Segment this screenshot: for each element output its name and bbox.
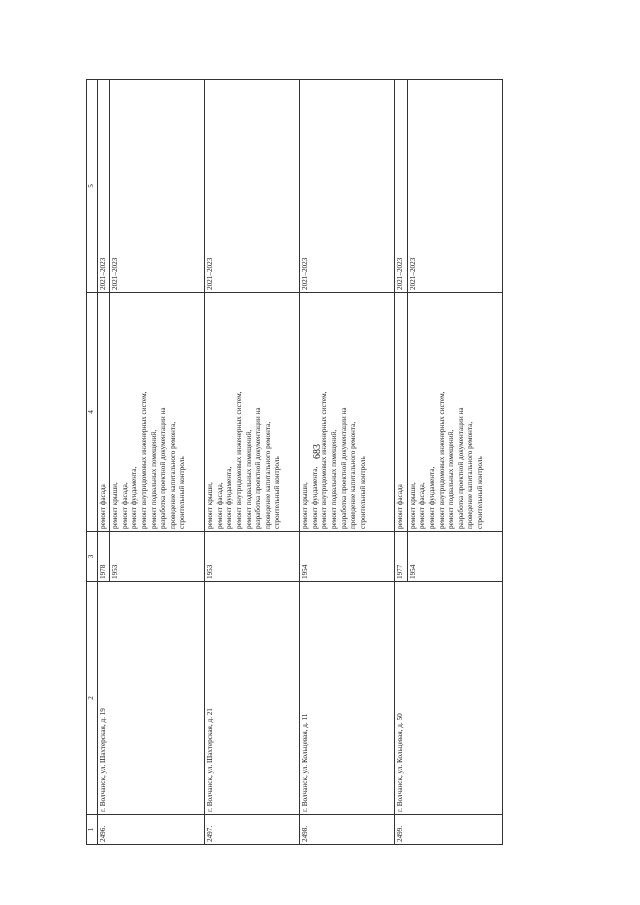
row-address: г. Волчанск, ул. Кольцевая, д. 50 (395, 582, 503, 815)
header-row (87, 80, 98, 845)
work-item: ремонт внутридомовых инженерных систем, (320, 391, 329, 529)
table-row (395, 80, 408, 845)
row-period: 2021–2023 (407, 80, 502, 293)
row-sub-period: 2021–2023 (395, 80, 408, 293)
work-item: разработка проектной документации на (254, 407, 263, 529)
row-period: 2021–2023 (205, 80, 300, 293)
row-period: 2021–2023 (300, 80, 395, 293)
work-item: строительный контроль (358, 456, 367, 529)
row-sub-work: ремонт фасада (395, 293, 408, 532)
work-item: разработка проектной документации на (339, 407, 348, 529)
work-item: ремонт внутридомовых инженерных систем, (437, 391, 446, 529)
work-item: ремонт фасада, (418, 482, 427, 529)
work-item: ремонт подвальных помещений, (244, 429, 253, 529)
work-item: проведение капитального ремонта, (263, 421, 272, 529)
work-item: проведение капитального ремонта, (168, 421, 177, 529)
work-item: строительный контроль (475, 456, 484, 529)
row-number: 2497. (205, 815, 300, 845)
row-address: г. Волчанск, ул. Шахтерская, д. 19 (97, 582, 205, 815)
work-item: ремонт внутридомовых инженерных систем, (139, 391, 148, 529)
table-row (300, 80, 395, 845)
row-sub-year: 1978 (97, 532, 110, 582)
work-item: ремонт фундамента, (225, 466, 234, 529)
work-item: разработка проектной документации на (159, 407, 168, 529)
work-item: проведение капитального ремонта, (466, 421, 475, 529)
work-item: ремонт внутридомовых инженерных систем, (234, 391, 243, 529)
rotated-table-sheet (86, 80, 516, 845)
repair-schedule-table (86, 79, 503, 845)
row-works (110, 293, 205, 532)
work-item: ремонт крыши, (408, 482, 417, 529)
page-number: 683 (312, 444, 323, 459)
work-item: ремонт фундамента, (427, 466, 436, 529)
row-sub-period: 2021–2023 (97, 80, 110, 293)
work-item: ремонт подвальных помещений, (149, 429, 158, 529)
work-item: ремонт подвальных помещений, (329, 429, 338, 529)
row-year: 1954 (300, 532, 395, 582)
work-item: ремонт фасада, (215, 482, 224, 529)
row-sub-year: 1977 (395, 532, 408, 582)
work-item: разработка проектной документации на (456, 407, 465, 529)
work-item: проведение капитального ремонта, (349, 421, 358, 529)
header-col-3: 3 (87, 532, 98, 582)
work-item: ремонт крыши, (301, 482, 310, 529)
row-year: 1953 (205, 532, 300, 582)
header-col-2: 2 (87, 582, 98, 815)
work-item: ремонт крыши, (206, 482, 215, 529)
header-col-1: 1 (87, 815, 98, 845)
row-works (205, 293, 300, 532)
work-item: строительный контроль (273, 456, 282, 529)
row-year: 1953 (110, 532, 205, 582)
work-item: строительный контроль (178, 456, 187, 529)
header-col-5: 5 (87, 80, 98, 293)
work-item: ремонт подвальных помещений, (447, 429, 456, 529)
work-item: ремонт крыши, (111, 482, 120, 529)
table-row (97, 80, 110, 845)
row-works (300, 293, 395, 532)
work-item: ремонт фундамента, (310, 466, 319, 529)
header-col-4: 4 (87, 293, 98, 532)
row-sub-work: ремонт фасада (97, 293, 110, 532)
row-number: 2496. (97, 815, 205, 845)
row-period: 2021–2023 (110, 80, 205, 293)
row-works (407, 293, 502, 532)
table-row (205, 80, 300, 845)
row-address: г. Волчанск, ул. Шахтерская, д. 21 (205, 582, 300, 815)
row-address: г. Волчанск, ул. Кольцевая, д. 11 (300, 582, 395, 815)
row-year: 1954 (407, 532, 502, 582)
work-item: ремонт фасада, (120, 482, 129, 529)
row-number: 2499. (395, 815, 503, 845)
row-number: 2498. (300, 815, 395, 845)
work-item: ремонт фундамента, (130, 466, 139, 529)
